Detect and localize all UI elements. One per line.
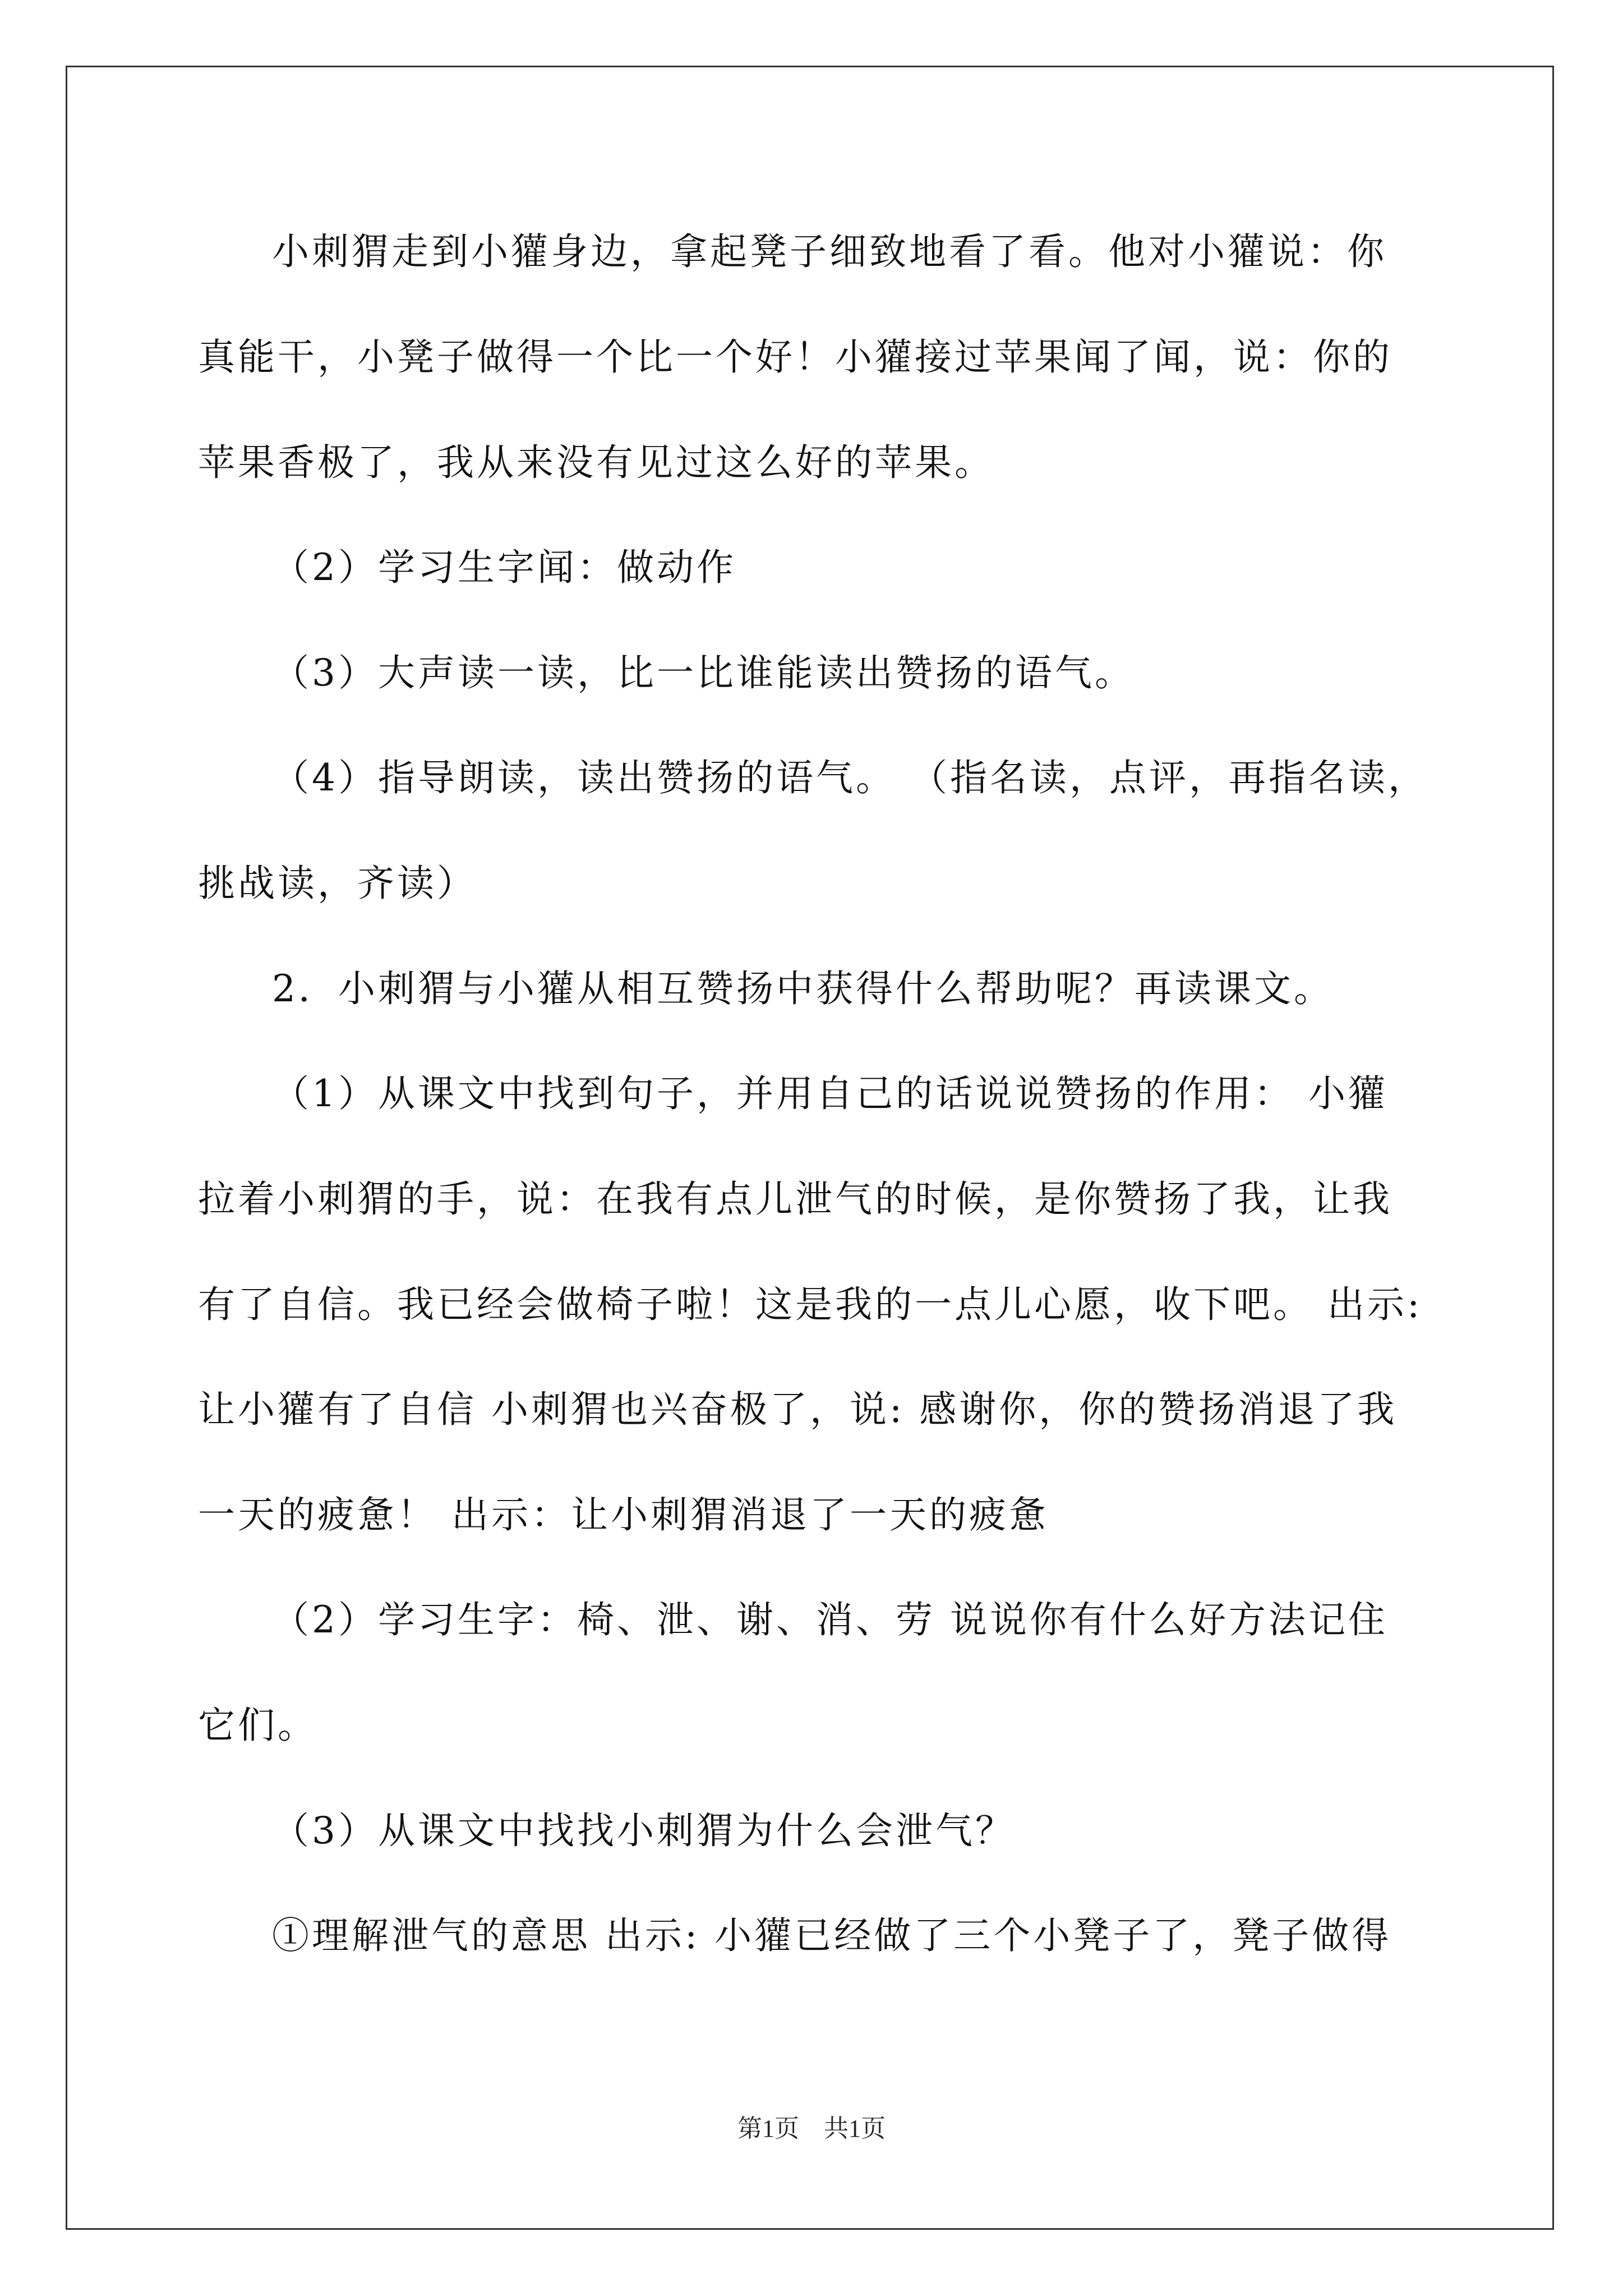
paragraph-line: 让小獾有了自信 小刺猬也兴奋极了，说: 感谢你，你的赞扬消退了我 xyxy=(198,1388,1398,1431)
paragraph-line: 有了自信。我已经会做椅子啦！这是我的一点儿心愿，收下吧。 出示: xyxy=(198,1283,1423,1326)
paragraph-line: 它们。 xyxy=(198,1704,317,1747)
paragraph-line: （2）学习生字：椅、泄、谢、消、劳 说说你有什么好方法记住 xyxy=(272,1598,1388,1641)
paragraph-line: 小刺猬走到小獾身边，拿起凳子细致地看了看。他对小獾说：你 xyxy=(272,230,1387,273)
paragraph-line: （4）指导朗读，读出赞扬的语气。 （指名读，点评，再指名读， xyxy=(272,756,1428,799)
paragraph-line: （3）大声读一读，比一比谁能读出赞扬的语气。 xyxy=(272,651,1135,694)
paragraph-line: （2）学习生字闻：做动作 xyxy=(272,546,736,589)
page-number-footer: 第1页 共1页 xyxy=(737,2115,886,2142)
paragraph-line: 真能干，小凳子做得一个比一个好！小獾接过苹果闻了闻，说：你的 xyxy=(198,335,1393,379)
paragraph-line: 一天的疲惫！ 出示：让小刺猬消退了一天的疲惫 xyxy=(198,1493,1049,1536)
page-border xyxy=(66,66,1554,2230)
paragraph-line: （1）从课文中找到句子，并用自己的话说说赞扬的作用： 小獾 xyxy=(272,1072,1388,1115)
paragraph-line: ①理解泄气的意思 出示: 小獾已经做了三个小凳子了，凳子做得 xyxy=(272,1914,1392,1957)
paragraph-line: 苹果香极了，我从来没有见过这么好的苹果。 xyxy=(198,441,994,484)
paragraph-line: 拉着小刺猬的手，说：在我有点儿泄气的时候，是你赞扬了我，让我 xyxy=(198,1177,1393,1221)
paragraph-line: 2．小刺猬与小獾从相互赞扬中获得什么帮助呢？再读课文。 xyxy=(272,967,1334,1010)
paragraph-line: 挑战读，齐读） xyxy=(198,862,477,905)
paragraph-line: （3）从课文中找找小刺猬为什么会泄气？ xyxy=(272,1809,1015,1852)
